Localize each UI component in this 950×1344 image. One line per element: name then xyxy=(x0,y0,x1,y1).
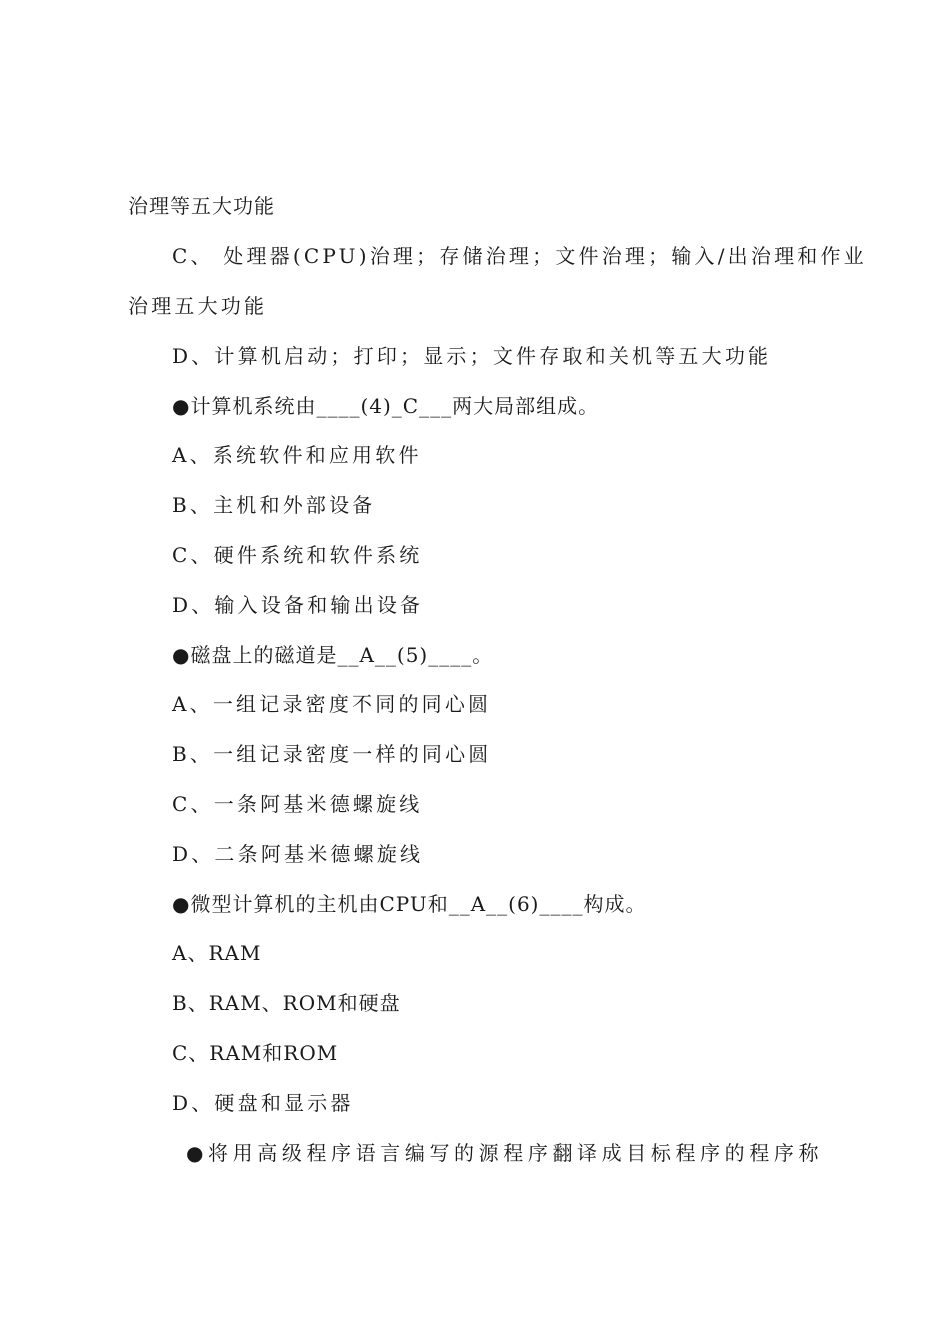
q5-option-a: A、一组记录密度不同的同心圆 xyxy=(172,692,492,716)
q6-option-c: C、RAM和ROM xyxy=(172,1041,339,1065)
text-line-continuation: 治理等五大功能 xyxy=(128,194,275,218)
option-c-line-1: C、 处理器(CPU)治理；存储治理；文件治理；输入/出治理和作业 xyxy=(172,244,867,268)
q4-option-c: C、硬件系统和软件系统 xyxy=(172,543,423,567)
q4-option-b: B、主机和外部设备 xyxy=(172,493,376,517)
option-c-line-2: 治理五大功能 xyxy=(128,294,268,318)
question-6: ●微型计算机的主机由CPU和__A__(6)____构成。 xyxy=(172,892,647,916)
q5-option-b: B、一组记录密度一样的同心圆 xyxy=(172,742,492,766)
q4-option-d: D、输入设备和输出设备 xyxy=(172,593,424,617)
q5-option-c: C、一条阿基米德螺旋线 xyxy=(172,792,423,816)
question-7: ●将用高级程序语言编写的源程序翻译成目标程序的程序称 xyxy=(186,1141,824,1165)
q6-option-d: D、硬盘和显示器 xyxy=(172,1091,354,1115)
q6-option-a: A、RAM xyxy=(172,941,262,965)
question-4: ●计算机系统由____(4)_C___两大局部组成。 xyxy=(172,394,600,418)
q5-option-d: D、二条阿基米德螺旋线 xyxy=(172,842,424,866)
q6-option-b: B、RAM、ROM和硬盘 xyxy=(172,991,401,1015)
option-d-line: D、计算机启动；打印；显示；文件存取和关机等五大功能 xyxy=(172,344,772,368)
question-5: ●磁盘上的磁道是__A__(5)____。 xyxy=(172,643,494,667)
q4-option-a: A、系统软件和应用软件 xyxy=(172,443,422,467)
